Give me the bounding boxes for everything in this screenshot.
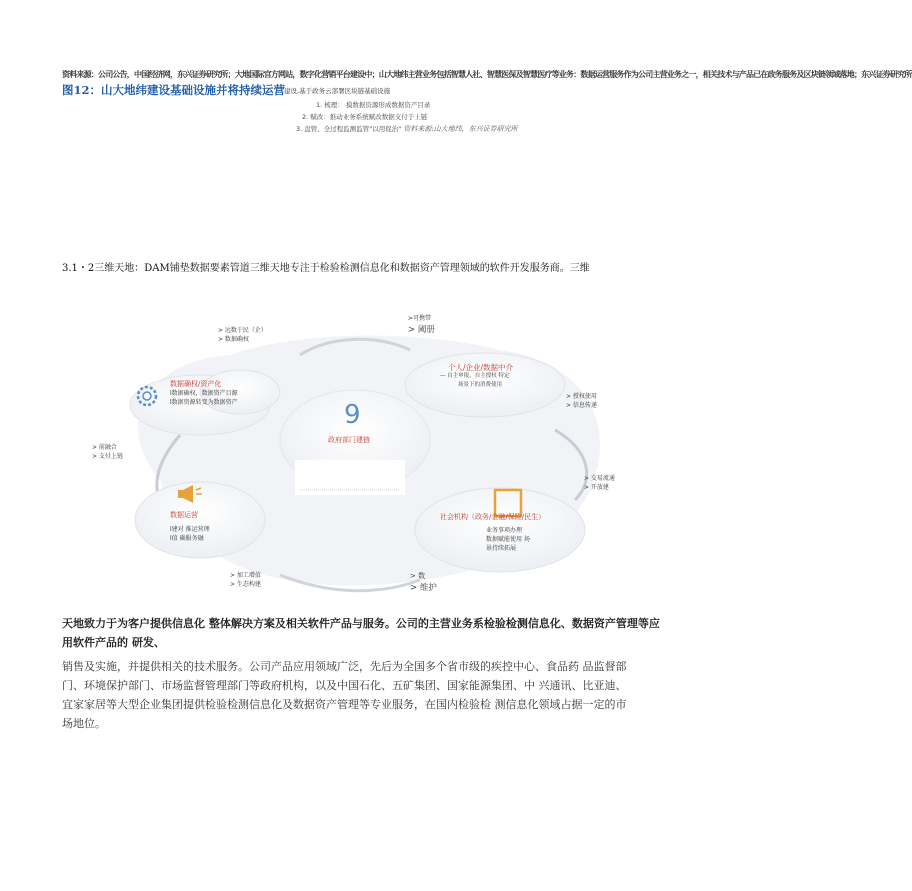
right-item: > 授权使用 [566,393,597,400]
paragraph-line: 宜家家居等大型企业集团提供检验检测信息化及数据资产管理等专业服务，在国内检验检 测信息化领域占据一定的市 [62,698,627,711]
figure-subtitle: 建设,基于政务云部署区块链基础设施 [284,87,391,95]
far-left-items [92,443,123,461]
bottom-right-node-line: 数据赋能使用 场 [486,536,530,543]
right-top-node-line: — 自主申报，自主授权 特定 [440,373,510,379]
figure-title: 图12：山大地纬建设基础设施并将持续运营 [62,83,286,97]
bottom-left-node-line: l建对 推运营理 [170,526,210,533]
paragraph-line: 门、环境保护部门、市场监督管理部门等政府机构，以及中国石化、五矿集团、国家能源集团、中 兴通讯、比亚迪、 [62,679,627,692]
bottom-center-item: > 维护 [410,583,437,593]
far-left-item: > 支付上链 [92,453,123,460]
top-right-item: >可携带 [408,315,432,322]
bottom-left-node [170,511,210,543]
bottom-left-items [230,571,261,589]
right-top-node-title: 个人/企业/数据中介 [448,363,514,372]
right-top-node-line: 场景下的消费使用 [458,382,503,388]
center-label: 政府部门建链 [328,436,370,444]
bottom-right-node-line: 业务事项办理 [486,527,523,534]
left-node-line: l数据资源转变为数据资产 [170,399,238,406]
bottom-left-node-title: 数据运营 [170,511,198,519]
center-number: 9 [344,400,361,430]
top-right-item: > 阈册 [408,325,435,335]
bottom-center-items [410,572,437,593]
far-right-item: > 开放建 [584,484,609,491]
figure-point-2: 2. 赋改：推动业务系统赋改数据支付于上链 [302,113,428,121]
figure-source: 资料来源:山大地纬，东兴证券研究所 [403,125,518,133]
right-item: > 信息传递 [566,402,597,409]
far-left-item: > 前融合 [92,444,117,451]
paragraph-line: 场地位。 [62,717,106,730]
far-right-items [584,474,615,492]
bottom-right-node [440,513,545,553]
bottom-center-item: > 数 [410,572,426,580]
top-left-items [218,326,267,344]
section-heading: 3.1・2三维天地：DAM铺垫数据要素管道三维天地专注于检验检测信息化和数据资产管理领域的软件开发服务商。三维 [62,263,590,274]
right-top-node [440,363,513,390]
bottom-right-node-line: 景持续拓展 [486,545,517,552]
top-right-items [408,314,435,335]
figure-point-3-text: 3. 盘管、全过程监测监管"以用促治" [296,125,402,133]
figure-point-1: 1. 梳理： 摸数据资源形成数据资产目录 [316,101,431,109]
bold-paragraph: 天地致力于为客户提供信息化 整体解决方案及相关软件产品与服务。公司的主营业务系检验检测信息化、数据资产管理等应用软件产品的 研发、 [62,617,660,649]
bottom-left-item: > 加工增值 [230,572,261,579]
header-source-text: 资料来源：公司公告，中国经济网，东兴证券研究所；大地国际官方网站，数字化营销平台建设中；山大地纬主营业务包括智慧人社、智慧医保及智慧医疗等业务：数据运营服务作为公司主营业务之一，相关技术与产品已在政务服务及区块链领域落地；东兴证券研究所 [62,70,912,79]
bottom-left-item: > 生态构建 [230,581,261,588]
bottom-right-node-title: 社会机构（政务/金融/保险/民生） [440,513,546,521]
left-node-line: l数据确权，数据资产目源 [170,390,238,397]
left-node [170,380,238,407]
left-node-title: 数据确权/资产化 [170,380,222,388]
body-paragraph [62,657,662,733]
bottom-left-node-line: l值 确服务融 [170,535,204,542]
paragraph-line: 销售及实施，并提供相关的技术服务。公司产品应用领域广泛，先后为全国多个省市级的疾控中心、食品药 品监督部 [62,660,627,673]
far-right-item: > 交易流通 [584,475,615,482]
top-left-item: > 远数于民（企） [218,327,267,334]
top-left-item: > 数据确权 [218,336,249,343]
right-items [566,392,597,410]
